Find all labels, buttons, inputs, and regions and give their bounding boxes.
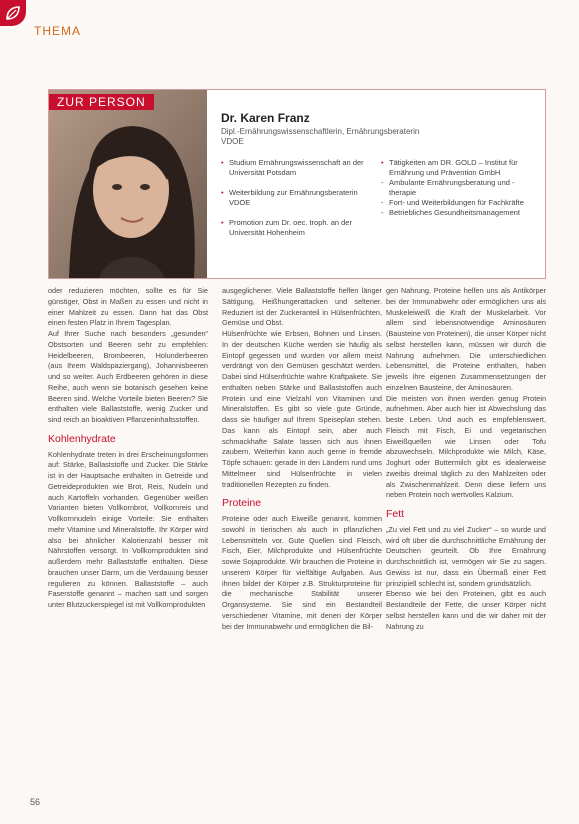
- brand-corner-logo: [0, 0, 26, 26]
- paragraph: Auf Ihrer Suche nach besonders „gesunden“ Obstsorten und Beeren sehr zu empfehlen: Heidelbeeren, Brombeeren, Holunderbeeren (aus Ihrem Waldspaziergang), Johannisbeeren und so weiter. Auch Erdbeeren gehören in diese Reihe, auch wenn sie botanisch gesehen keine Beeren sind. Welche Vorteile bieten Beeren? Sie enthalten viele Ballaststoffe, wenig Zucker und sind reich an bioaktiven Pflanzeninhaltsstoffen.: [48, 329, 208, 424]
- career-list: [381, 158, 531, 218]
- list-item: • Tätigkeiten am DR. GOLD – Institut für Ernährung und Prävention GmbH: [381, 158, 531, 178]
- paragraph: Kohlenhydrate treten in drei Erscheinungsformen auf: Stärke, Ballaststoffe und Zucker. Die Stärke ist in der Hauptsache enthalten in Getreide und Getreideprodukten wie Brot, Reis, Nudeln und auch Kartoffeln vorhanden. Gegenüber weißen Varianten bieten Vollkornbrot, Vollkornreis und Vollkornnudeln einige Vorteile: Sie enthalten mehr Vitamine und Mineralstoffe. Ihr Körper wird also bei ähnlicher Kalorienzahl besser mit Nährstoffen versorgt. In Vollkornprodukten sind außerdem mehr Ballaststoffe enthalten. Diese brauchen unser Darm, um die Verdauung besser regulieren zu können. Ballaststoffe – auch Faserstoffe genannt – machen satt und sorgen unter Blutzuckerspiegel ist mit Vollkornprodukten: [48, 449, 208, 609]
- portrait-photo: [49, 90, 207, 278]
- paragraph: ausgeglichener. Viele Ballaststoffe helfen länger Sättigung, Heißhungerattacken und seltener. Reduziert ist der Zuckeranteil in Hülsenfrüchten, Gemüse und Obst.: [222, 286, 382, 328]
- list-subitem: - Betriebliches Gesundheitsmanagement: [381, 208, 531, 218]
- leaf-icon: [3, 3, 23, 23]
- paragraph: „Zu viel Fett und zu viel Zucker“ – so wurde und wird oft über die durchschnittliche Ernährung der Deutschen geurteilt. Ob Ihre Ernährung durchschnittlich ist, vermögen wir Sie zu sagen. Gewiss ist nur, dass ein Übermaß einer Fett prinzipiell schlecht ist, sondern grundsätzlich.: [386, 524, 546, 588]
- person-title: Dipl.-Ernährungswissenschaftlerin, Ernährungsberaterin VDOE: [221, 127, 420, 146]
- list-subitem: - Ambulante Ernährungsberatung und -therapie: [381, 178, 531, 198]
- paragraph: Proteine oder auch Eiweiße genannt, kommen sowohl in tierischen als auch in pflanzlichen Lebensmitteln vor. Gute Quellen sind Fleisch, Fisch, Eier, Milchprodukte und Hülsenfrüchte sowie Sojaprodukte. Wir brauchen die Proteine in unserem Körper für vielfältige Aufgaben. Aus ihnen bildet der Körper z.B. Strukturproteine für die mechanische Stabilität unserer Organsysteme. Sie sind ein Bestandteil verschiedener Vitamine, mit denen der Körper bei der Immunabwehr und ermöglichen die Bil-: [222, 514, 382, 631]
- text-column-3: [386, 286, 546, 632]
- person-section-label: ZUR PERSON: [49, 94, 154, 110]
- paragraph: gen Nahrung. Proteine helfen uns als Antikörper bei der Immunabwehr oder ermöglichen uns als Muskeleiweiß die Kraft der Muskelarbeit. Vor allem sind lebensnotwendige Aminosäuren (Bausteine von Proteinen), die unser Körper nicht selbst herstellen kann, müssen wir durch die Nahrung aufnehmen. Die unterschiedlichen Lebensmittel, die Proteine enthalten, haben jeweils ihre eigenen Zusammensetzungen der einzelnen Bausteine, der Aminosäuren.: [386, 286, 546, 392]
- person-name: Dr. Karen Franz: [221, 111, 310, 125]
- paragraph: oder reduzieren möchten, sollte es für Sie günstiger, Obst in Maßen zu essen und nicht in einer Mahlzeit zu essen. Dann hat das Obst einen festen Platz in Ihrem Tagesplan.: [48, 286, 208, 328]
- text-column-2: [222, 286, 382, 632]
- paragraph: Hülsenfrüchte wie Erbsen, Bohnen und Linsen. In der deutschen Küche werden sie häufig als Eintopf gegessen und wurden vor allem meist verdrängt von den Gemüsen geschätzt werden. Dabei sind Hülsenfrüchte wahre Kraftpakete. Sie enthalten neben Stärke und Ballaststoffen auch Protein und eine Vielzahl von Vitaminen und Mineralstoffen. Es gibt so viele gute Gründe, dass sie häufiger auf Ihrem Speiseplan stehen. Das kann als Eintopf sein, aber auch schmackhafte Salate lassen sich aus ihnen zaubern. Weiterhin kann auch gerne in fremde Töpfe schauen: gerade in den Ländern rund ums Mittelmeer sind Hülsenfrüchte in vielen traditionellen Rezepten zu finden.: [222, 329, 382, 489]
- heading-fett: Fett: [386, 508, 405, 520]
- list-item: • Promotion zum Dr. oec. troph. an der Universität Hohenheim: [221, 218, 371, 238]
- section-label: THEMA: [34, 24, 81, 38]
- text-column-1: [48, 286, 208, 611]
- page-number: 56: [30, 797, 41, 807]
- heading-proteine: Proteine: [222, 497, 262, 510]
- list-item: • Weiterbildung zur Ernährungsberaterin VDOE: [221, 188, 371, 208]
- education-list: [221, 158, 371, 248]
- heading-kohlenhydrate: Kohlenhydrate: [48, 432, 116, 445]
- paragraph: Ebenso wie bei den Proteinen, gibt es auch Bestandteile der Fette, die unser Körper nicht selbst herstellen kann und die wir daher mit der Nahrung zu: [386, 589, 546, 631]
- list-subitem: - Fort- und Weiterbildungen für Fachkräfte: [381, 198, 531, 208]
- portrait-image: [49, 90, 207, 278]
- person-info-box: [48, 89, 546, 279]
- list-item: • Studium Ernährungswissenschaft an der Universität Potsdam: [221, 158, 371, 178]
- paragraph: Die meisten von ihnen werden genug Protein aufnehmen. Aber auch hier ist Abwechslung das beste Leben. Und auch es empfehlenswert, Fleisch mit Fisch, Ei und vegetarischen Eiweißquellen wie Linsen oder Tofu abzuwechseln. Milchprodukte wie Milch, Käse, Joghurt oder Buttermilch gibt es idealerweise zweibis dreimal täglich zu den Mahlzeiten oder als Zwischenmahlzeit. Denn diese liefern uns neben Protein noch wertvolles Kalzium.: [386, 393, 546, 500]
